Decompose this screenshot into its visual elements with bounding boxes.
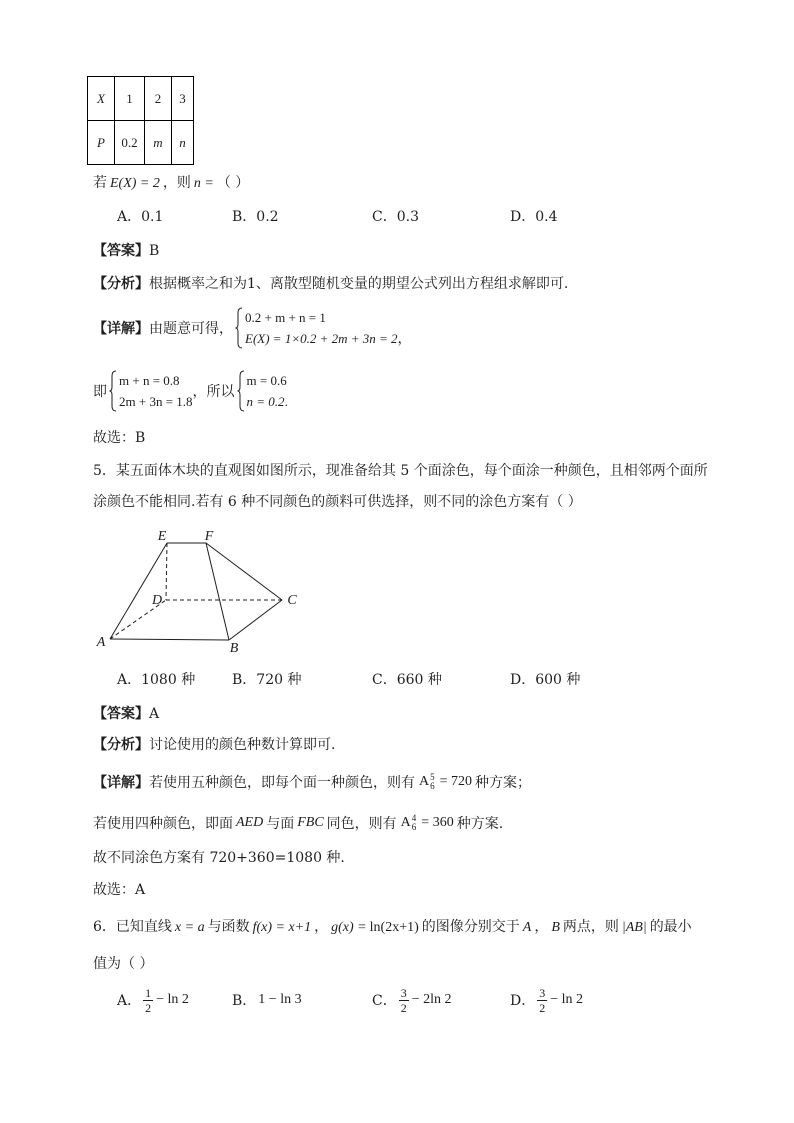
equation-system — [237, 370, 288, 412]
edge-ab — [110, 639, 229, 640]
table-header-cell: P — [88, 121, 115, 165]
stem-text: 两点，则 — [562, 919, 619, 935]
q6-option-b — [232, 987, 302, 1013]
q5-detail-line1 — [93, 770, 531, 794]
q4-conclusion: 故选：B — [93, 430, 146, 446]
math-value: = 360 — [421, 815, 454, 830]
detail-text: 种方案； — [475, 775, 532, 791]
equation-system — [109, 370, 193, 412]
equation-line — [245, 328, 412, 349]
table-cell: n — [172, 121, 194, 165]
face-name: AED — [236, 815, 264, 830]
q5-option-c: C．660 种 — [372, 672, 442, 688]
detail-text: 由题意可得， — [149, 321, 233, 337]
permutation-base: A — [400, 815, 411, 830]
stem-text: 与函数 — [207, 919, 250, 935]
q4-option-d: D．0.4 — [510, 209, 558, 225]
table-cell: 3 — [172, 77, 194, 121]
math-expression: g(x) = — [331, 920, 367, 935]
q5-detail-line2 — [93, 811, 503, 835]
table-header-cell: X — [88, 77, 115, 121]
option-label: A． — [117, 993, 142, 1009]
answer-value: A — [149, 706, 160, 722]
fraction-numerator: 1 — [145, 985, 152, 1000]
detail-text: 与面 — [266, 816, 295, 832]
analysis-tag: 【分析】 — [93, 737, 149, 753]
q6-stem-line1 — [93, 917, 692, 937]
detail-text: 若使用四种颜色，即面 — [93, 816, 233, 832]
permutation-symbol — [419, 773, 435, 791]
solve-text: ，所以 — [192, 384, 235, 400]
q4-detail — [93, 307, 412, 349]
answer-tag: 【答案】 — [93, 243, 149, 259]
left-brace — [109, 370, 117, 412]
fraction-numerator: 3 — [400, 985, 407, 1000]
permutation-base: A — [419, 774, 430, 789]
distribution-table — [87, 76, 194, 165]
stem-text: （ ） — [216, 175, 250, 191]
math-value: = 720 — [439, 774, 473, 789]
vertex-label-e: E — [157, 529, 167, 544]
equation-line: m = 0.6 — [246, 373, 287, 388]
pentahedron-figure — [90, 520, 310, 660]
stem-text: ， — [314, 919, 329, 935]
q5-answer — [93, 704, 159, 724]
detail-text: 种方案. — [456, 816, 504, 832]
left-brace — [235, 307, 243, 349]
point-name: B — [551, 920, 560, 935]
table-row — [88, 121, 194, 165]
q5-stem-line2: 涂颜色不能相同.若有 6 种不同颜色的颜料可供选择，则不同的涂色方案有（ ） — [93, 494, 582, 510]
q4-analysis — [93, 274, 568, 294]
option-label: B． — [232, 993, 257, 1009]
q6-stem-line2: 值为（ ） — [93, 956, 154, 972]
punctuation: ， — [397, 331, 412, 347]
fraction-denominator: 2 — [145, 1000, 152, 1015]
answer-tag: 【答案】 — [93, 706, 149, 722]
detail-tag: 【详解】 — [93, 321, 149, 337]
table-cell: 2 — [145, 77, 172, 121]
q6-option-a — [117, 987, 189, 1013]
q4-option-c: C．0.3 — [372, 209, 419, 225]
option-label: C． — [372, 993, 397, 1009]
solve-text: 即 — [93, 384, 107, 400]
equation-line: m + n = 0.8 — [119, 373, 180, 388]
equation-line: 2m + 3n = 1.8 — [119, 394, 193, 409]
stem-text: ，则 — [162, 175, 191, 191]
math-expression: E(X) = 2 — [110, 176, 160, 191]
equation-line: 0.2 + m + n = 1 — [245, 310, 326, 325]
q5-stem-line1: 5．某五面体木块的直观图如图所示，现准备给其 5 个面涂色，每个面涂一种颜色，且相邻两个面所 — [93, 463, 708, 479]
left-brace — [237, 370, 245, 412]
vertex-label-b: B — [229, 641, 239, 656]
detail-text: 若使用五种颜色，即每个面一种颜色，则有 — [149, 775, 415, 791]
fraction-denominator: 2 — [539, 1000, 546, 1015]
equation-text: E(X) = 1×0.2 + 2m + 3n = 2 — [245, 331, 398, 346]
permutation-symbol — [401, 814, 417, 832]
analysis-tag: 【分析】 — [93, 276, 149, 292]
option-expression: − ln 2 — [550, 992, 584, 1007]
q6-option-c — [372, 987, 452, 1013]
math-expression: f(x) = x+1 — [252, 920, 312, 935]
table-row — [88, 77, 194, 121]
analysis-text: 根据概率之和为1、离散型随机变量的期望公式列出方程组求解即可. — [149, 276, 569, 292]
permutation-sup: 5 — [430, 772, 435, 782]
option-expression: 1 − ln 3 — [258, 992, 302, 1007]
math-expression: |AB| — [621, 920, 647, 935]
permutation-sub: 6 — [430, 781, 435, 791]
math-expression: x = a — [174, 920, 205, 935]
stem-text: 若 — [93, 175, 107, 191]
q5-analysis — [93, 735, 335, 755]
answer-value: B — [149, 243, 160, 259]
stem-text: ， — [534, 919, 549, 935]
q4-answer — [93, 241, 159, 261]
table-cell: m — [145, 121, 172, 165]
stem-text: 的图像分别交于 — [421, 919, 520, 935]
detail-text: 同色，则有 — [326, 816, 397, 832]
q4-stem — [93, 173, 249, 193]
edge-ed-hidden — [166, 543, 167, 600]
fraction — [399, 987, 409, 1014]
vertex-label-f: F — [204, 529, 214, 544]
q5-option-d: D．600 种 — [510, 672, 581, 688]
q6-option-d — [510, 987, 583, 1013]
punctuation: . — [284, 394, 288, 409]
edge-bc — [229, 600, 282, 640]
option-label: D． — [510, 993, 536, 1009]
edge-ae — [110, 543, 167, 639]
equation-system — [235, 307, 412, 349]
detail-tag: 【详解】 — [93, 775, 149, 791]
math-expression: ln(2x+1) — [369, 920, 419, 935]
permutation-sup: 4 — [411, 813, 417, 823]
q4-option-b: B．0.2 — [232, 209, 279, 225]
q4-option-a: A．0.1 — [117, 209, 164, 225]
point-name: A — [522, 920, 532, 935]
q5-option-b: B．720 种 — [232, 672, 302, 688]
equation-line — [247, 391, 288, 412]
fraction — [143, 987, 153, 1014]
analysis-text: 讨论使用的颜色种数计算即可. — [149, 737, 336, 753]
vertex-label-d: D — [151, 593, 163, 608]
permutation-sub: 6 — [411, 822, 417, 832]
stem-text: 6．已知直线 — [93, 919, 172, 935]
fraction-denominator: 2 — [400, 1000, 407, 1015]
q4-solve — [93, 370, 288, 412]
option-expression: − 2ln 2 — [411, 992, 452, 1007]
option-expression: − ln 2 — [156, 992, 189, 1007]
fraction-numerator: 3 — [539, 985, 546, 1000]
stem-text: 的最小 — [649, 919, 692, 935]
equation-text: n = 0.2 — [246, 394, 285, 409]
q5-conclusion: 故选：A — [93, 882, 146, 898]
fraction — [537, 987, 547, 1014]
q5-summary: 故不同涂色方案有 720+360=1080 种. — [93, 850, 345, 866]
vertex-label-a: A — [96, 635, 106, 650]
table-cell: 0.2 — [115, 121, 145, 165]
table-cell: 1 — [115, 77, 145, 121]
math-expression: n = — [193, 176, 214, 191]
q5-option-a: A．1080 种 — [117, 672, 196, 688]
face-name: FBC — [297, 815, 324, 830]
vertex-label-c: C — [287, 593, 297, 608]
